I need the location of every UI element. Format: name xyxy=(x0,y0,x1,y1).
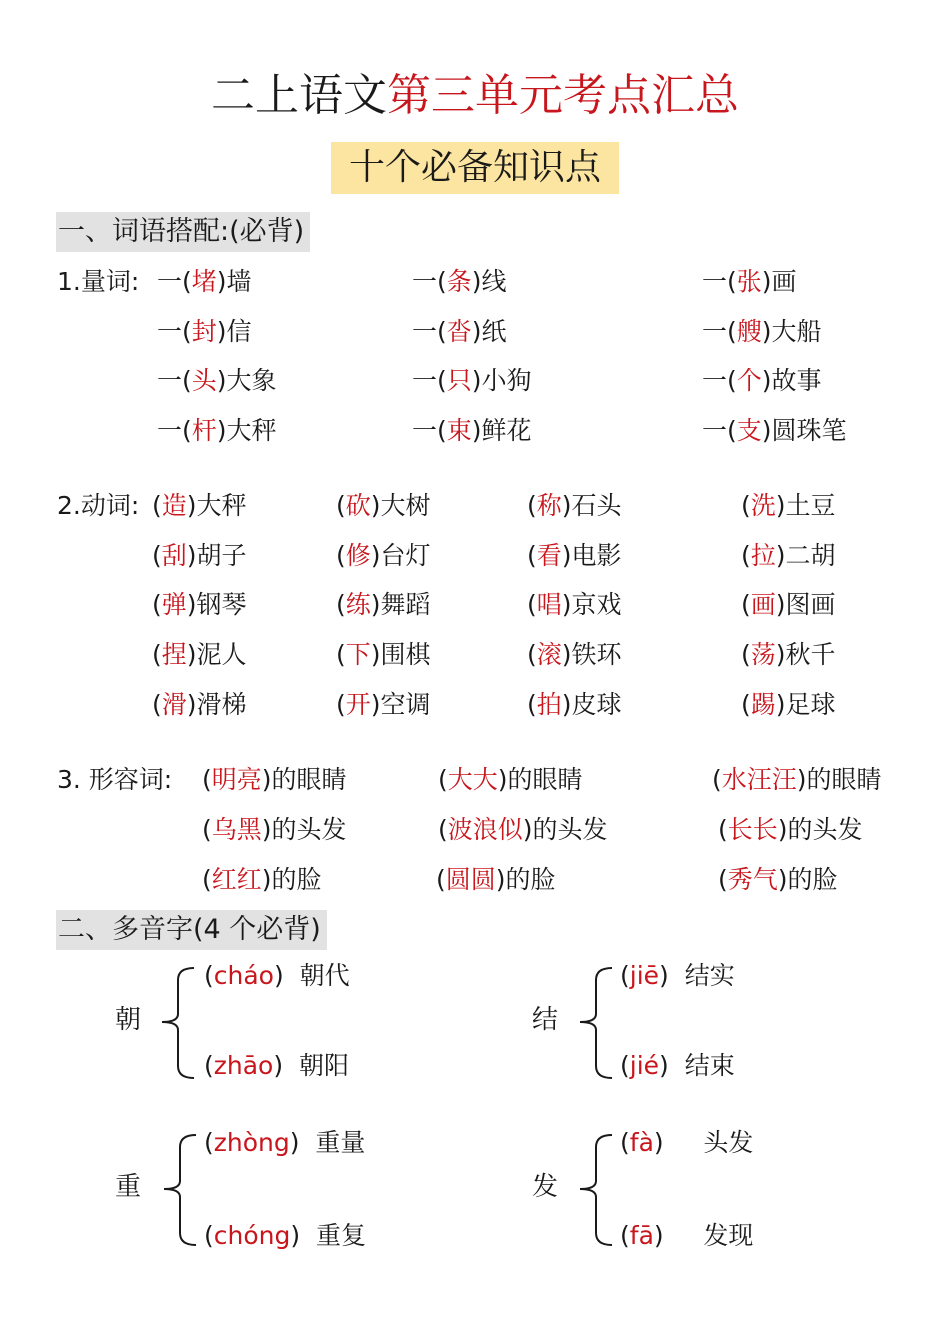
section-1-heading: 一、词语搭配:(必背) xyxy=(56,212,310,252)
verb-item: (修)台灯 xyxy=(336,541,431,570)
verb-item: (滑)滑梯 xyxy=(152,690,247,719)
measure-item: 一(个)故事 xyxy=(702,366,822,395)
measure-item: 一(支)圆珠笔 xyxy=(702,416,847,445)
adjective-item: (红红)的脸 xyxy=(202,865,322,894)
measure-item: 一(条)线 xyxy=(412,267,507,296)
verbs-label: 2.动词: xyxy=(57,491,140,520)
verb-item: (称)石头 xyxy=(527,491,622,520)
adjective-item: (大大)的眼睛 xyxy=(438,765,583,794)
polyphone-char: 发 xyxy=(532,1172,559,1202)
measure-item: 一(堵)墙 xyxy=(157,267,252,296)
page-title xyxy=(0,66,950,126)
measure-item: 一(杆)大秤 xyxy=(157,416,277,445)
polyphone-reading: (fà) 头发 xyxy=(620,1128,754,1157)
verb-item: (捏)泥人 xyxy=(152,640,247,669)
verb-item: (画)图画 xyxy=(741,590,836,619)
verb-item: (踢)足球 xyxy=(741,690,836,719)
brace xyxy=(566,1133,616,1247)
brace xyxy=(150,1133,200,1247)
measure-item: 一(封)信 xyxy=(157,317,252,346)
page-subtitle: 十个必备知识点 xyxy=(331,142,619,194)
verb-item: (拍)皮球 xyxy=(527,690,622,719)
adjective-item: (乌黑)的头发 xyxy=(202,815,347,844)
polyphone-reading: (jié) 结束 xyxy=(620,1051,735,1080)
section-2-heading: 二、多音字(4 个必背) xyxy=(56,910,327,950)
verb-item: (看)电影 xyxy=(527,541,622,570)
verb-item: (砍)大树 xyxy=(336,491,431,520)
verb-item: (唱)京戏 xyxy=(527,590,622,619)
adjectives-label: 3. 形容词: xyxy=(57,765,173,794)
polyphone-reading: (fā) 发现 xyxy=(620,1221,754,1250)
brace xyxy=(566,966,616,1080)
measure-item: 一(沓)纸 xyxy=(412,317,507,346)
adjective-item: (圆圆)的脸 xyxy=(436,865,556,894)
measure-item: 一(只)小狗 xyxy=(412,366,532,395)
verb-item: (荡)秋千 xyxy=(741,640,836,669)
polyphone-char: 结 xyxy=(532,1005,559,1035)
polyphone-char: 重 xyxy=(115,1172,142,1202)
adjective-item: (长长)的头发 xyxy=(718,815,863,844)
polyphone-reading: (zhāo) 朝阳 xyxy=(204,1051,350,1080)
adjective-item: (水汪汪)的眼睛 xyxy=(712,765,882,794)
adjective-item: (波浪似)的头发 xyxy=(438,815,608,844)
adjective-item: (明亮)的眼睛 xyxy=(202,765,347,794)
verb-item: (滚)铁环 xyxy=(527,640,622,669)
polyphone-reading: (jiē) 结实 xyxy=(620,961,735,990)
title-black: 二上语文 xyxy=(211,70,387,121)
measure-item: 一(艘)大船 xyxy=(702,317,822,346)
verb-item: (练)舞蹈 xyxy=(336,590,431,619)
verb-item: (拉)二胡 xyxy=(741,541,836,570)
measure-item: 一(张)画 xyxy=(702,267,797,296)
verb-item: (洗)土豆 xyxy=(741,491,836,520)
title-red: 第三单元考点汇总 xyxy=(387,70,739,121)
brace xyxy=(148,966,198,1080)
verb-item: (造)大秤 xyxy=(152,491,247,520)
adjective-item: (秀气)的脸 xyxy=(718,865,838,894)
polyphone-char: 朝 xyxy=(115,1005,142,1035)
verb-item: (弹)钢琴 xyxy=(152,590,247,619)
polyphone-reading: (cháo) 朝代 xyxy=(204,961,350,990)
measure-item: 一(头)大象 xyxy=(157,366,277,395)
measure-item: 一(束)鲜花 xyxy=(412,416,532,445)
verb-item: (开)空调 xyxy=(336,690,431,719)
polyphone-reading: (zhòng) 重量 xyxy=(204,1128,366,1157)
verb-item: (刮)胡子 xyxy=(152,541,247,570)
measure-label: 1.量词: xyxy=(57,267,140,296)
verb-item: (下)围棋 xyxy=(336,640,431,669)
polyphone-reading: (chóng) 重复 xyxy=(204,1221,367,1250)
